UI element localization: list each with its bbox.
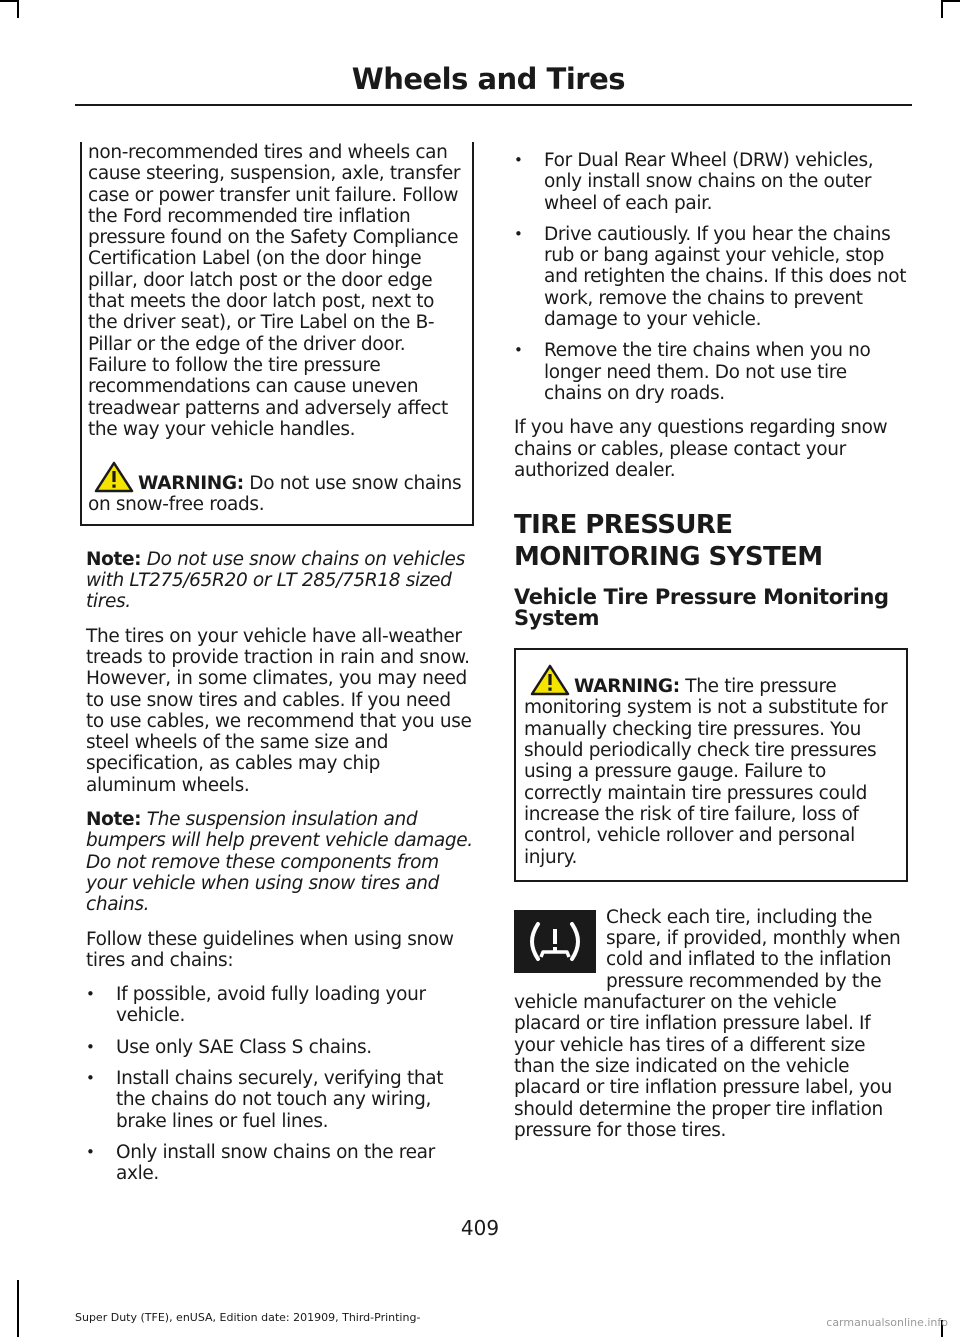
header-divider — [75, 104, 912, 106]
warning-text: The tire pressure monitoring system is not a substitute for manually checking tire pressures. You should periodically check tire pressures using a pressure gauge. Failure to correctly maintain tire pressures could increase the risk of tire failure, loss of control, vehicle rollover and personal injury. — [524, 676, 888, 868]
guidelines-list-continued — [514, 150, 908, 404]
tpms-check-block — [514, 907, 908, 1141]
list-item: • Install chains securely, verifying that the chains do not touch any wiring, brake lines or fuel lines. — [86, 1068, 474, 1132]
warning-box-tpms — [514, 648, 908, 882]
sub-heading: Vehicle Tire Pressure Monitoring System — [514, 585, 889, 631]
tire-pressure-warning-icon — [514, 910, 596, 973]
warning-continued-text: non-recommended tires and wheels can cause steering, suspension, axle, transfer case or power transfer unit failure. Follow the Ford recommended tire inflation pressure found on the Safety Compliance Certification Label (on the door hinge pillar, door latch post or the door edge that meets the door latch post, next to the driver seat), or Tire Label on the B-Pillar or the edge of the driver door. Failure to follow the tire pressure recommendations can cause uneven treadwear patterns and adversely affect the way your vehicle handles. — [88, 142, 461, 440]
all-weather-paragraph: The tires on your vehicle have all-weather treads to provide traction in rain and snow. However, in some climates, you may need to use snow tires and cables. If you need to use cables, we recommend that you use steel wheels of the same size and specification, as cables may chip aluminum wheels. — [86, 625, 472, 796]
warning-text: Do not use snow chains on snow-free roads. — [88, 473, 462, 516]
warning-label: WARNING: — [574, 676, 680, 698]
crop-mark — [17, 0, 19, 18]
warning-tpms — [524, 664, 898, 868]
list-item: • For Dual Rear Wheel (DRW) vehicles, only install snow chains on the outer wheel of each pair. — [514, 150, 908, 214]
section-heading: TIRE PRESSURE MONITORING SYSTEM — [514, 510, 823, 573]
warning-triangle-icon — [94, 461, 134, 493]
watermark: carmanualsonline.info — [826, 1316, 948, 1329]
crop-mark — [942, 0, 960, 2]
note-label: Note: — [86, 548, 142, 570]
note-snow-chains — [86, 549, 474, 613]
warning-triangle-icon — [530, 664, 570, 696]
footer-edition: Super Duty (TFE), enUSA, Edition date: 201909, Third-Printing- — [75, 1311, 421, 1324]
page-title: Wheels and Tires — [351, 62, 625, 96]
questions-paragraph: If you have any questions regarding snow chains or cables, please contact your authorized dealer. — [514, 417, 888, 481]
check-tires-paragraph: Check each tire, including the spare, if provided, monthly when cold and inflated to the inflation pressure recommended by the vehicle manufacturer on the vehicle placard or tire inflation pressure label. If your vehicle has tires of a different size than the size indicated on the vehicle placard or tire inflation pressure label, you should determine the proper tire inflation pressure for those tires. — [514, 906, 901, 1141]
page-number: 409 — [460, 1216, 500, 1240]
list-item: • If possible, avoid fully loading your vehicle. — [86, 984, 474, 1027]
note-suspension — [86, 809, 474, 915]
note-text: Do not use snow chains on vehicles with LT275/65R20 or LT 285/75R18 sized tires. — [86, 548, 465, 613]
warning-label: WARNING: — [138, 473, 244, 495]
crop-mark — [17, 1280, 19, 1337]
left-column — [86, 142, 474, 1197]
list-item: • Use only SAE Class S chains. — [86, 1037, 474, 1058]
guidelines-intro: Follow these guidelines when using snow tires and chains: — [86, 928, 454, 971]
guidelines-list — [86, 984, 474, 1184]
list-item: • Remove the tire chains when you no longer need them. Do not use tire chains on dry roads. — [514, 340, 908, 404]
note-text: The suspension insulation and bumpers will help prevent vehicle damage. Do not remove these components from your vehicle when using snow tires and chains. — [86, 809, 473, 916]
right-column — [514, 150, 908, 1154]
note-label: Note: — [86, 809, 142, 831]
warning-box-continued — [80, 142, 474, 526]
crop-mark — [0, 0, 18, 2]
crop-mark — [941, 0, 943, 18]
list-item: • Only install snow chains on the rear axle. — [86, 1142, 474, 1185]
warning-snow-chains — [88, 461, 466, 516]
list-item: • Drive cautiously. If you hear the chains rub or bang against your vehicle, stop and retighten the chains. If this does not work, remove the chains to prevent damage to your vehicle. — [514, 224, 908, 330]
